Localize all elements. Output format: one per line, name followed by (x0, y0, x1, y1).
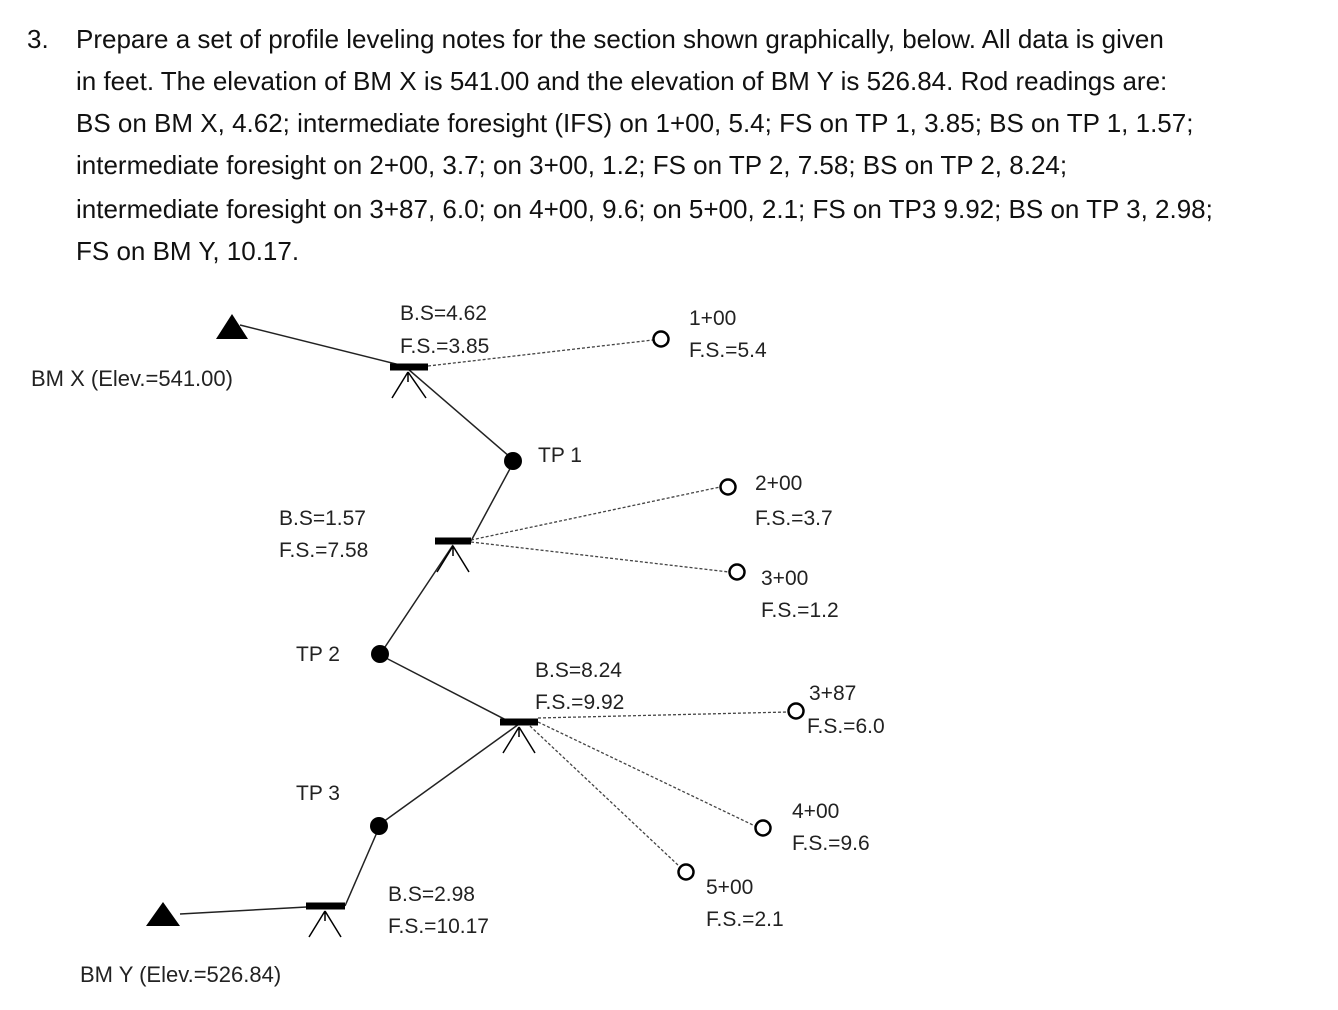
station-point-icon (679, 865, 694, 880)
station-fs: F.S.=5.4 (689, 339, 767, 362)
bm-x-label: BM X (Elev.=541.00) (31, 366, 233, 391)
setup3-fs: F.S.=9.92 (535, 691, 625, 714)
tp2-label: TP 2 (296, 643, 340, 666)
problem-line: Prepare a set of profile leveling notes for the section shown graphically, below. All data is given (76, 24, 1164, 54)
station-point-icon (721, 480, 736, 495)
station-fs: F.S.=2.1 (706, 908, 784, 931)
tp3-label: TP 3 (296, 782, 340, 805)
station-label: 3+87 (809, 682, 857, 705)
setup1-fs: F.S.=3.85 (400, 335, 490, 358)
setup1-bs: B.S=4.62 (400, 302, 487, 325)
setup4-bs: B.S=2.98 (388, 883, 475, 906)
sight-line (240, 325, 408, 367)
bm-y-label: BM Y (Elev.=526.84) (80, 962, 282, 987)
station-point-icon (730, 565, 745, 580)
problem-line: intermediate foresight on 2+00, 3.7; on 3+00, 1.2; FS on TP 2, 7.58; BS on TP 2, 8.24; (76, 150, 1068, 180)
tp1-point-icon (504, 452, 522, 470)
station-fs: F.S.=6.0 (807, 715, 885, 738)
bm-y-triangle-icon (146, 902, 180, 926)
station-point-icon (654, 332, 669, 347)
station-label: 2+00 (755, 472, 803, 495)
sight-line (180, 906, 325, 914)
tp1-label: TP 1 (538, 444, 582, 467)
level-instrument-icon (390, 367, 428, 398)
setup2-fs: F.S.=7.58 (279, 539, 369, 562)
station-point-icon (756, 821, 771, 836)
problem-number: 3. (27, 24, 49, 54)
station-label: 4+00 (792, 800, 840, 823)
station-label: 1+00 (689, 307, 737, 330)
tp3-point-icon (370, 817, 388, 835)
station-point-icon (789, 704, 804, 719)
level-instrument-icon (500, 722, 538, 753)
sight-line (383, 545, 453, 650)
problem-line: FS on BM Y, 10.17. (76, 236, 300, 266)
ifs-line (471, 487, 720, 540)
problem-line: intermediate foresight on 3+87, 6.0; on 4+00, 9.6; on 5+00, 2.1; FS on TP3 9.92; BS on TP 3, 2.98; (76, 194, 1213, 224)
sight-line (408, 369, 510, 457)
setup4-fs: F.S.=10.17 (388, 915, 489, 938)
tp2-point-icon (371, 645, 389, 663)
station-fs: F.S.=3.7 (755, 507, 833, 530)
problem-line: BS on BM X, 4.62; intermediate foresight (IFS) on 1+00, 5.4; FS on TP 1, 3.85; BS on TP 1, 1.57; (76, 108, 1194, 138)
ifs-line (471, 542, 729, 572)
level-instrument-icon (306, 906, 345, 937)
ifs-line (530, 726, 679, 866)
problem-line: in feet. The elevation of BM X is 541.00 and the elevation of BM Y is 526.84. Rod readings are: (76, 66, 1168, 96)
setup2-bs: B.S=1.57 (279, 507, 366, 530)
setup3-bs: B.S=8.24 (535, 659, 622, 682)
ifs-line (538, 722, 755, 826)
station-label: 3+00 (761, 567, 809, 590)
sight-line (383, 724, 519, 822)
station-fs: F.S.=9.6 (792, 832, 870, 855)
sight-line (345, 830, 378, 906)
station-fs: F.S.=1.2 (761, 599, 839, 622)
sight-line (384, 657, 510, 722)
station-label: 5+00 (706, 876, 754, 899)
sight-line (471, 465, 512, 541)
